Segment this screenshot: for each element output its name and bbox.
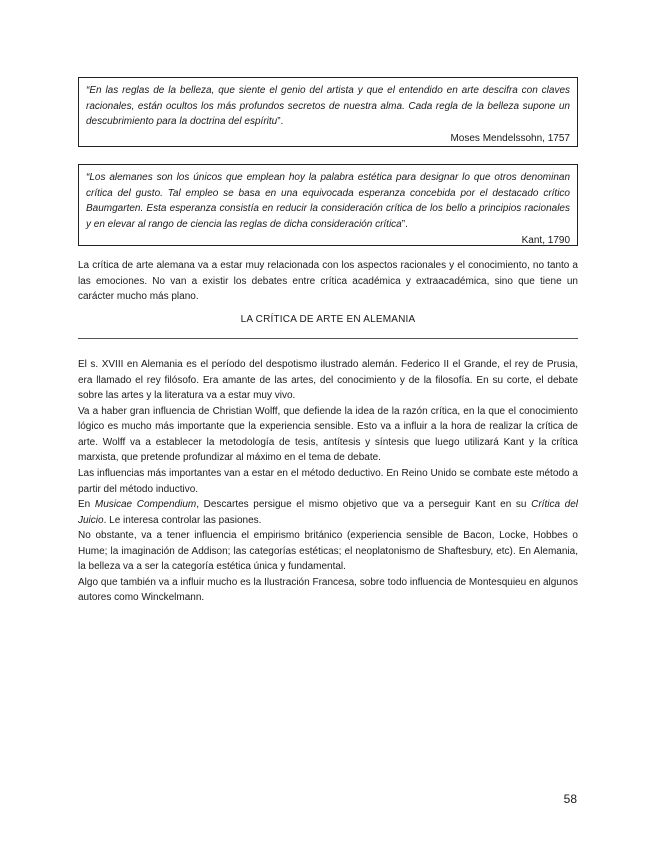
quote-source: Moses Mendelssohn, 1757	[450, 132, 570, 144]
quote-close: ”.	[277, 116, 284, 127]
intro-text: La crítica de arte alemana va a estar muy relacionada con los aspectos racionales y el conocimiento, no tanto a las emociones. No van a existir los debates entre crítica académica y extraacadémica, sino que tiene un carácter mucho más plano.	[78, 260, 578, 302]
quote-source: Kant, 1790	[521, 235, 570, 246]
main-block-1	[78, 357, 578, 466]
page-number: 58	[563, 792, 577, 806]
text-run: . Le interesa controlar las pasiones.	[103, 514, 262, 526]
main-block-2	[78, 466, 578, 606]
book-title-musicae: Musicae Compendium	[94, 499, 197, 510]
quote-box-mendelssohn	[78, 77, 578, 147]
paragraph-influencias: Las influencias más importantes van a estar en el método deductivo. En Reino Unido se combate este método a partir del método inductivo.	[78, 468, 578, 495]
quote-close: ”.	[401, 218, 408, 230]
section-divider	[78, 338, 578, 339]
book-title-critica: Crítica del Juicio	[78, 499, 578, 526]
paragraph-wolff: Va a haber gran influencia de Christian Wolff, que defiende la idea de la razón crítica, en la que el conocimiento lógico es mucho más importante que la experiencia sensible. Esto va a influir a la hora de realizar la crítica de arte. Wolff va a establecer la metodología de tesis, antítesis y síntesis que luego utilizará Kant y la crítica marxista, que pretende profundizar al máximo en el tema de debate.	[78, 405, 578, 463]
intro-paragraph	[78, 258, 578, 305]
quote-body: “Los alemanes son los únicos que emplean hoy la palabra estética para designar lo que otros denominan crítica del gusto. Tal empleo se basa en una equivocada esperanza concebida por el destacado crítico Baumgarten. Esta esperanza consistía en reducir la consideración crítica de los bello a principios racionales y en elevar al rango de ciencia las reglas de dicha consideración crítica	[86, 172, 570, 230]
section-title: LA CRÍTICA DE ARTE EN ALEMANIA	[240, 314, 416, 325]
text-run: , Descartes persigue el mismo objetivo que va a perseguir Kant en su	[196, 499, 532, 510]
paragraph-empirismo: No obstante, va a tener influencia el empirismo británico (experiencia sensible de Bacon, Locke, Hobbes o Hume; la imaginación de Addison; las categorías estéticas; el neoplatonismo de Shaftesbury, etc). En Alemania, la belleza va a ser la categoría estética única y fundamental.	[78, 530, 578, 572]
quote-body: “En las reglas de la belleza, que siente el genio del artista y que el entendido en arte descifra con claves racionales, están ocultos los más profundos secretos de nuestra alma. Cada regla de la belleza supone un descubrimiento para la doctrina del espíritu	[86, 85, 570, 127]
text-run: En	[78, 499, 95, 510]
paragraph-despotismo: El s. XVIII en Alemania es el período del despotismo ilustrado alemán. Federico II el Grande, el rey de Prusia, era llamado el rey filósofo. Era amante de las artes, del conocimiento y de la filosofía. En su corte, el debate sobre las artes y la literatura va a estar muy vivo.	[78, 359, 578, 401]
paragraph-ilustracion: Algo que también va a influir mucho es la Ilustración Francesa, sobre todo influencia de Montesquieu en algunos autores como Winckelmann.	[78, 576, 578, 603]
quote-box-kant	[78, 164, 578, 246]
paragraph-descartes	[78, 497, 578, 528]
quote-text	[86, 83, 570, 130]
quote-text	[86, 170, 570, 232]
